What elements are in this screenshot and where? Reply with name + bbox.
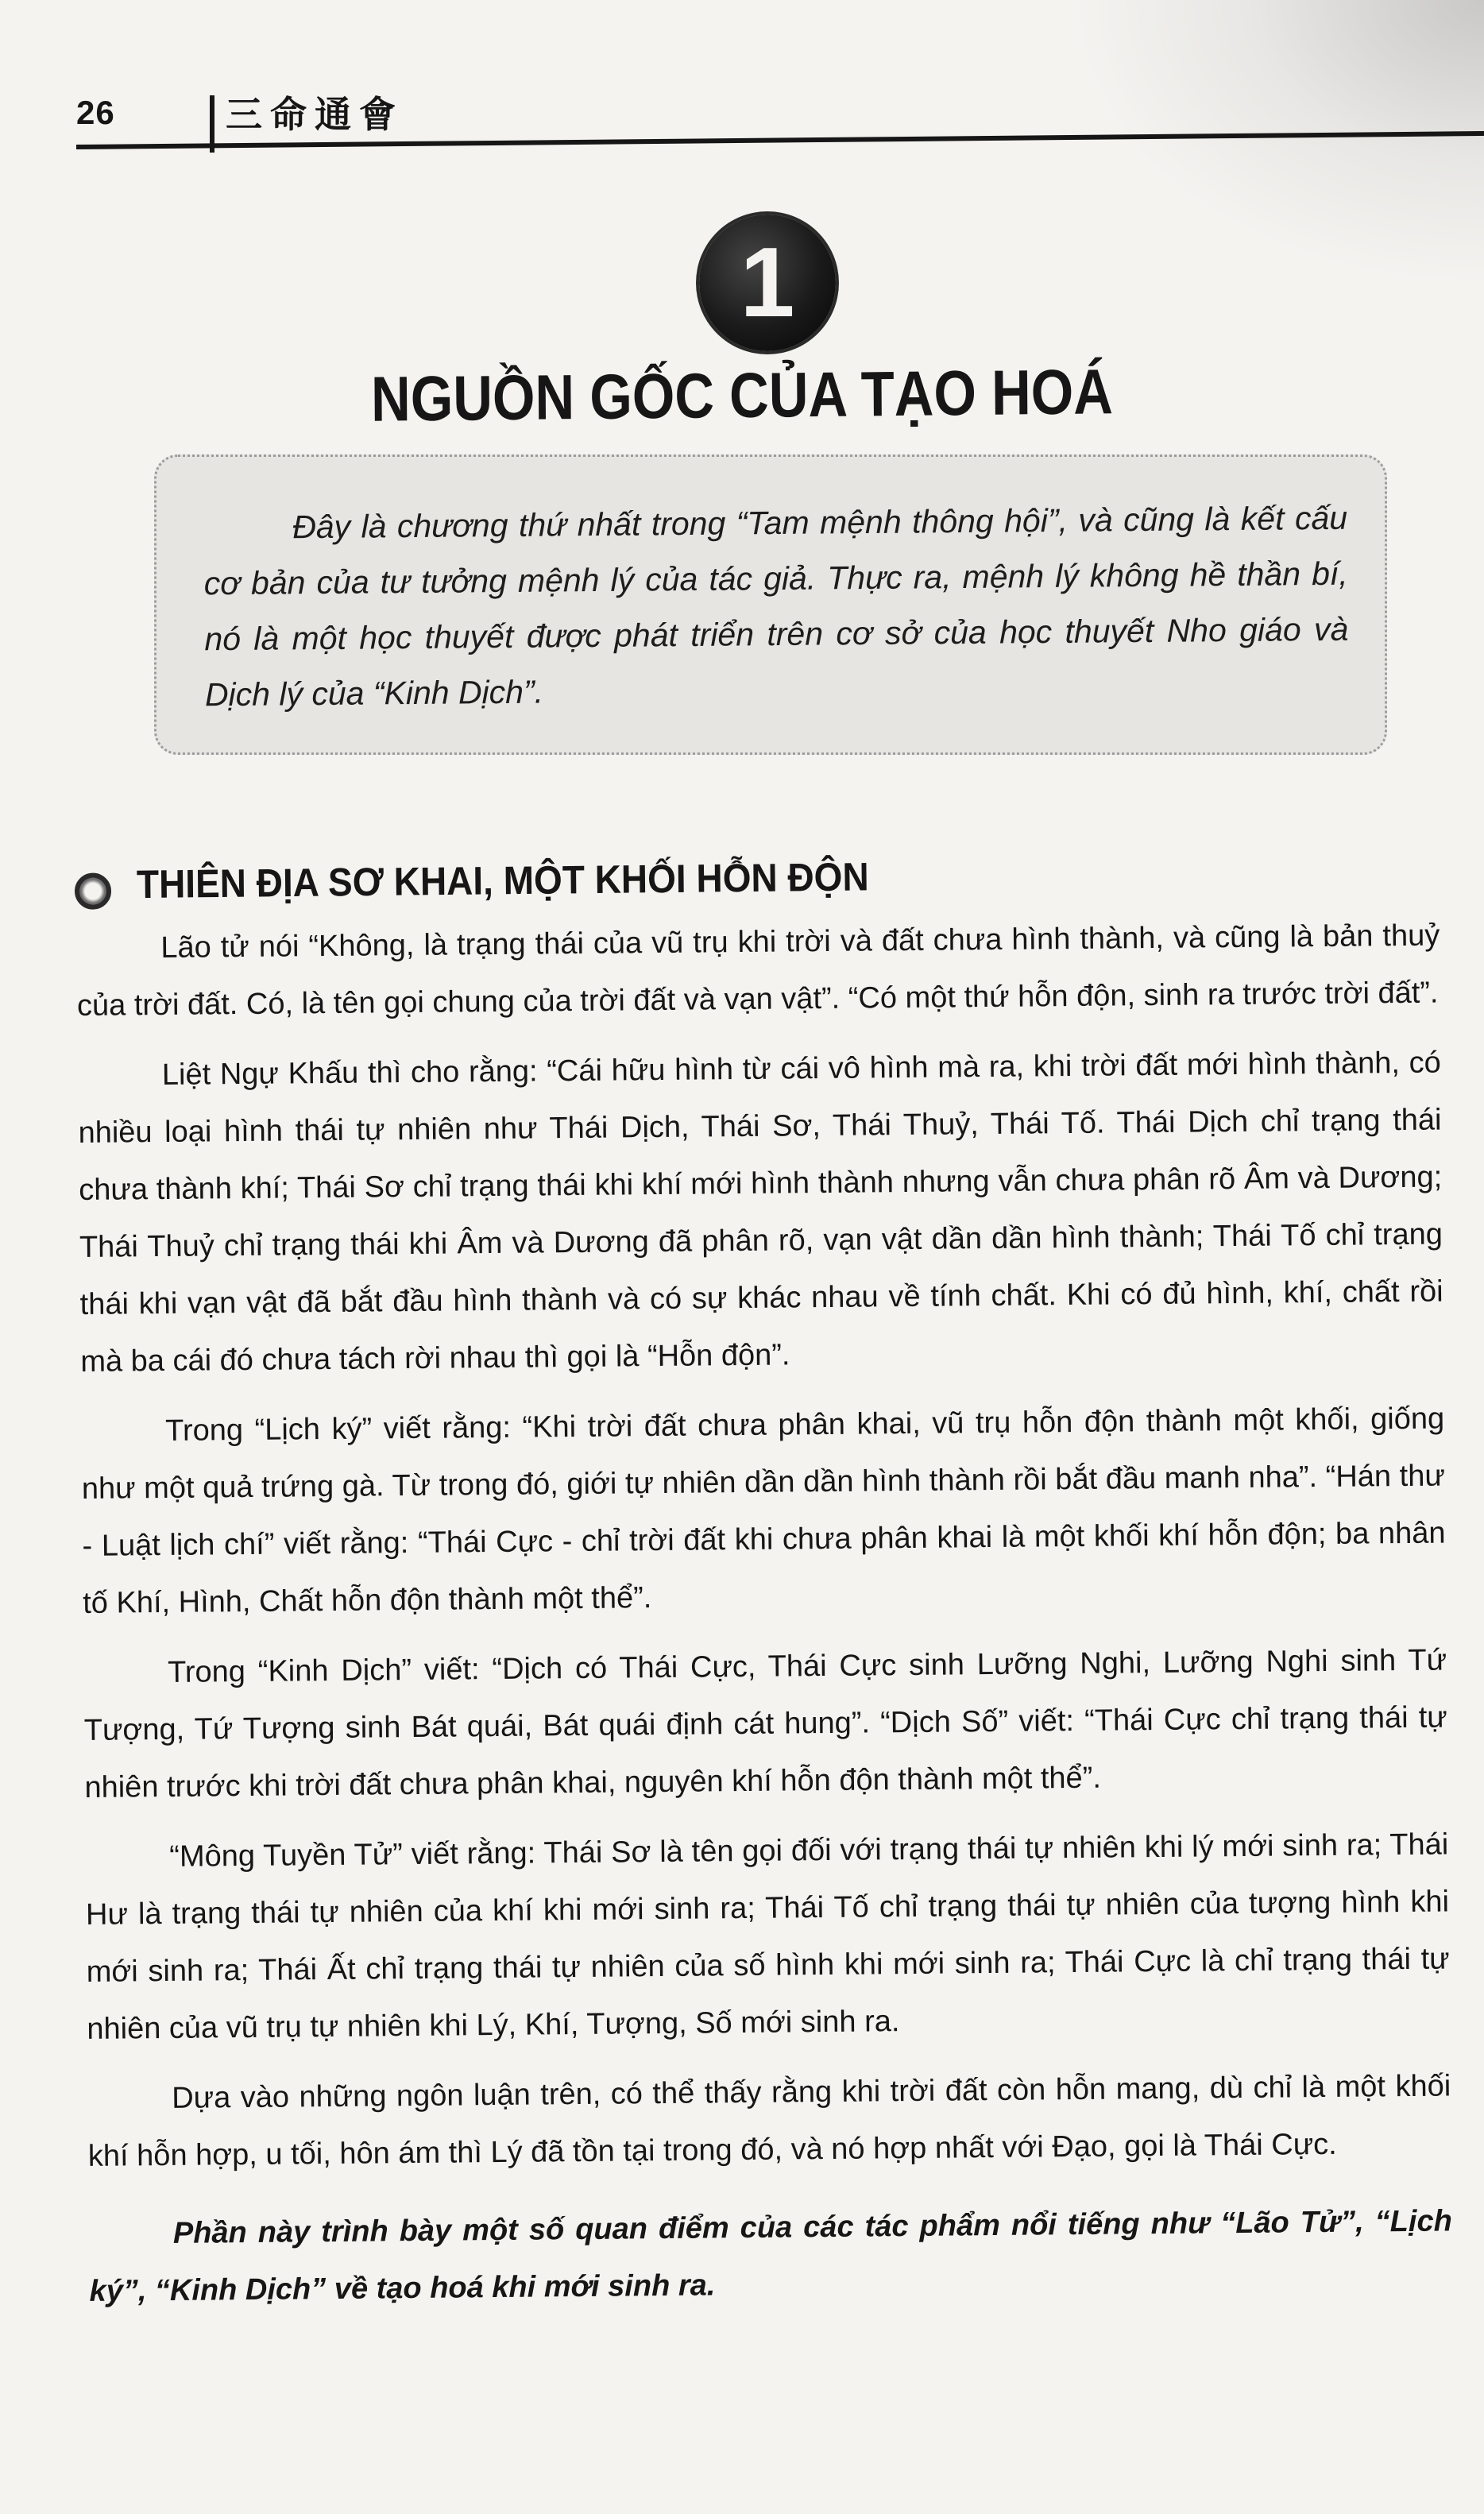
body-paragraph: Trong “Lịch ký” viết rằng: “Khi trời đất chưa phân khai, vũ trụ hỗn độn thành một khối, giống như một quả trứng gà. Từ trong đó, giới tự nhiên dần dần hình thành rồi bắt đầu manh nha”. “Hán thư - Luật lịch chí” viết rằng: “Thái Cực - chỉ trời đất khi chưa phân khai là một khối khí hỗn độn; ba nhân tố Khí, Hình, Chất hỗn độn thành một thể”.	[81, 1402, 1446, 1620]
body-paragraph: Trong “Kinh Dịch” viết: “Dịch có Thái Cực, Thái Cực sinh Lưỡng Nghi, Lưỡng Nghi sinh Tứ Tượng, Tứ Tượng sinh Bát quái, Bát quái định cát hung”. “Dịch Số” viết: “Thái Cực chỉ trạng thái tự nhiên trước khi trời đất chưa phân khai, nguyên khí hỗn độn thành một thể”.	[83, 1643, 1447, 1804]
book-title: 三命通會	[226, 93, 404, 136]
ring-bullet-icon	[75, 872, 111, 909]
closing-paragraph: Phần này trình bày một số quan điểm của các tác phẩm nổi tiếng như “Lão Tử”, “Lịch ký”, “Kinh Dịch” về tạo hoá khi mới sinh ra.	[89, 2204, 1452, 2308]
chapter-number-badge	[699, 215, 836, 351]
section-title: THIÊN ĐỊA SƠ KHAI, MỘT KHỐI HỖN ĐỘN	[136, 854, 869, 907]
body-paragraph: Lão tử nói “Không, là trạng thái của vũ trụ khi trời và đất chưa hình thành, và cũng là bản thuỷ của trời đất. Có, là tên gọi chung của trời đất và vạn vật”. “Có một thứ hỗn độn, sinh ra trước trời đất”.	[76, 919, 1440, 1023]
chapter-summary-text: Đây là chương thứ nhất trong “Tam mệnh thông hội”, và cũng là kết cấu cơ bản của tư tưởng mệnh lý của tác giả. Thực ra, mệnh lý không hề thần bí, nó là một học thuyết được phát triển trên cơ sở của học thuyết Nho giáo và Dịch lý của “Kinh Dịch”.	[203, 499, 1349, 714]
page-number: 26	[76, 94, 115, 131]
body-paragraph: Liệt Ngự Khấu thì cho rằng: “Cái hữu hình từ cái vô hình mà ra, khi trời đất mới hình thành, có nhiều loại hình thái tự nhiên như Thái Dịch, Thái Sơ, Thái Thuỷ, Thái Tố. Thái Dịch chỉ trạng thái chưa thành khí; Thái Sơ chỉ trạng thái khi khí mới hình thành nhưng vẫn chưa phân rõ Âm và Dương; Thái Thuỷ chỉ trạng thái khi Âm và Dương đã phân rõ, vạn vật dần dần hình thành; Thái Tố chỉ trạng thái khi vạn vật đã bắt đầu hình thành và có sự khác nhau về tính chất. Khi có đủ hình, khí, chất rồi mà ba cái đó chưa tách rời nhau thì gọi là “Hỗn độn”.	[78, 1046, 1443, 1379]
body-paragraph: Dựa vào những ngôn luận trên, có thể thấy rằng khi trời đất còn hỗn mang, dù chỉ là một khối khí hỗn hợp, u tối, hôn ám thì Lý đã tồn tại trong đó, và nó hợp nhất với Đạo, gọi là Thái Cực.	[87, 2069, 1451, 2173]
chapter-title: NGUỒN GỐC CỦA TẠO HOÁ	[370, 356, 1114, 435]
running-header	[76, 79, 1411, 151]
body-text	[76, 907, 1453, 2333]
chapter-summary-box	[154, 454, 1387, 755]
body-paragraph: “Mông Tuyền Tử” viết rằng: Thái Sơ là tên gọi đối với trạng thái tự nhiên khi lý mới sinh ra; Thái Hư là trạng thái tự nhiên của khí khi mới sinh ra; Thái Tố chỉ trạng thái tự nhiên của tượng hình khi mới sinh ra; Thái Ất chỉ trạng thái tự nhiên của số hình khi mới sinh ra; Thái Cực là chỉ trạng thái tự nhiên của vũ trụ tự nhiên khi Lý, Khí, Tượng, Số mới sinh ra.	[85, 1827, 1450, 2046]
chapter-number: 1	[740, 228, 795, 338]
